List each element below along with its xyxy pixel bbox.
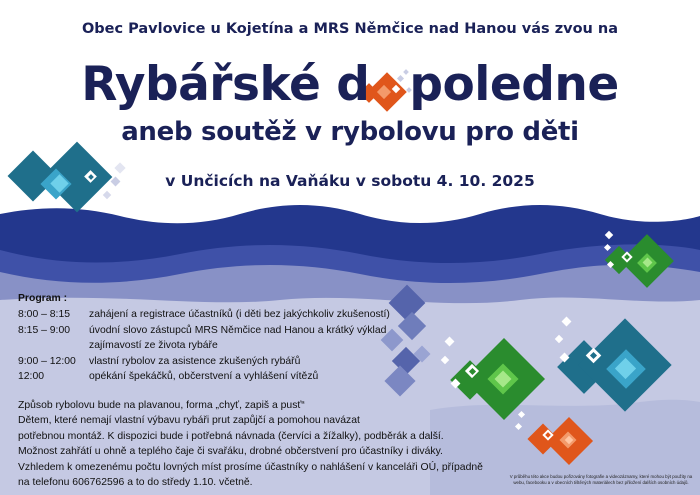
program-row (18, 323, 390, 339)
info-line: Možnost zahřátí u ohně a teplého čaje či svařáku, drobné občerstvení pro účastníky i diváky. (18, 446, 443, 458)
info-line: potřebnou montáž. K dispozici bude i potřebná návnada (červíci a žížalky), podběrák a další. (18, 430, 444, 442)
program-section (18, 293, 390, 385)
program-text: úvodní slovo zástupců MRS Němčice nad Hanou a krátký výklad (89, 324, 387, 336)
program-time: 9:00 – 12:00 (18, 355, 76, 367)
title-part-1: Rybářské d (81, 57, 370, 112)
info-section (18, 398, 483, 490)
program-text: vlastní rybolov za asistence zkušených rybářů (89, 355, 301, 367)
title-part-2: poledne (409, 57, 619, 112)
event-location-date: v Unčicích na Vaňáku v sobotu 4. 10. 2025 (165, 172, 535, 190)
photo-consent-notice: V průběhu této akce budou pořizovány fotografie a videozáznamy, které mohou být použity na webu, facebooku a v obecních tištěných materiálech bez přiložení dalších osobních údajů. (509, 474, 693, 485)
program-row (18, 354, 390, 370)
program-title: Program : (18, 293, 68, 304)
program-time (18, 338, 89, 354)
program-row (18, 338, 390, 354)
program-row (18, 307, 390, 323)
event-subtitle: aneb soutěž v rybolovu pro děti (121, 117, 579, 147)
event-title (0, 57, 700, 112)
program-row (18, 369, 390, 385)
program-time: 8:00 – 8:15 (18, 309, 70, 320)
program-text: opékání špekáčků, občerstvení a vyhlášení vítězů (89, 371, 319, 382)
info-line: Vzhledem k omezenému počtu lovných míst prosíme účastníky o nahlášení v kanceláři OÚ, případně (18, 461, 483, 473)
info-line: Způsob rybolovu bude na plavanou, forma „chyť, zapiš a pusť“ (18, 400, 305, 411)
program-time: 12:00 (18, 371, 45, 382)
program-text: zajímavostí ze života rybáře (89, 340, 218, 351)
info-line: na telefonu 606762596 a to do středy 1.10. včetně. (18, 477, 253, 489)
program-text: zahájení a registrace účastníků (i děti bez jakýchkoliv zkušeností) (89, 309, 390, 320)
info-line: Dětem, které nemají vlastní výbavu rybáři prut zapůjčí a pomohou navázat (18, 415, 360, 427)
organizers-line: Obec Pavlovice u Kojetína a MRS Němčice nad Hanou vás zvou na (81, 21, 619, 37)
program-time: 8:15 – 9:00 (18, 324, 70, 336)
